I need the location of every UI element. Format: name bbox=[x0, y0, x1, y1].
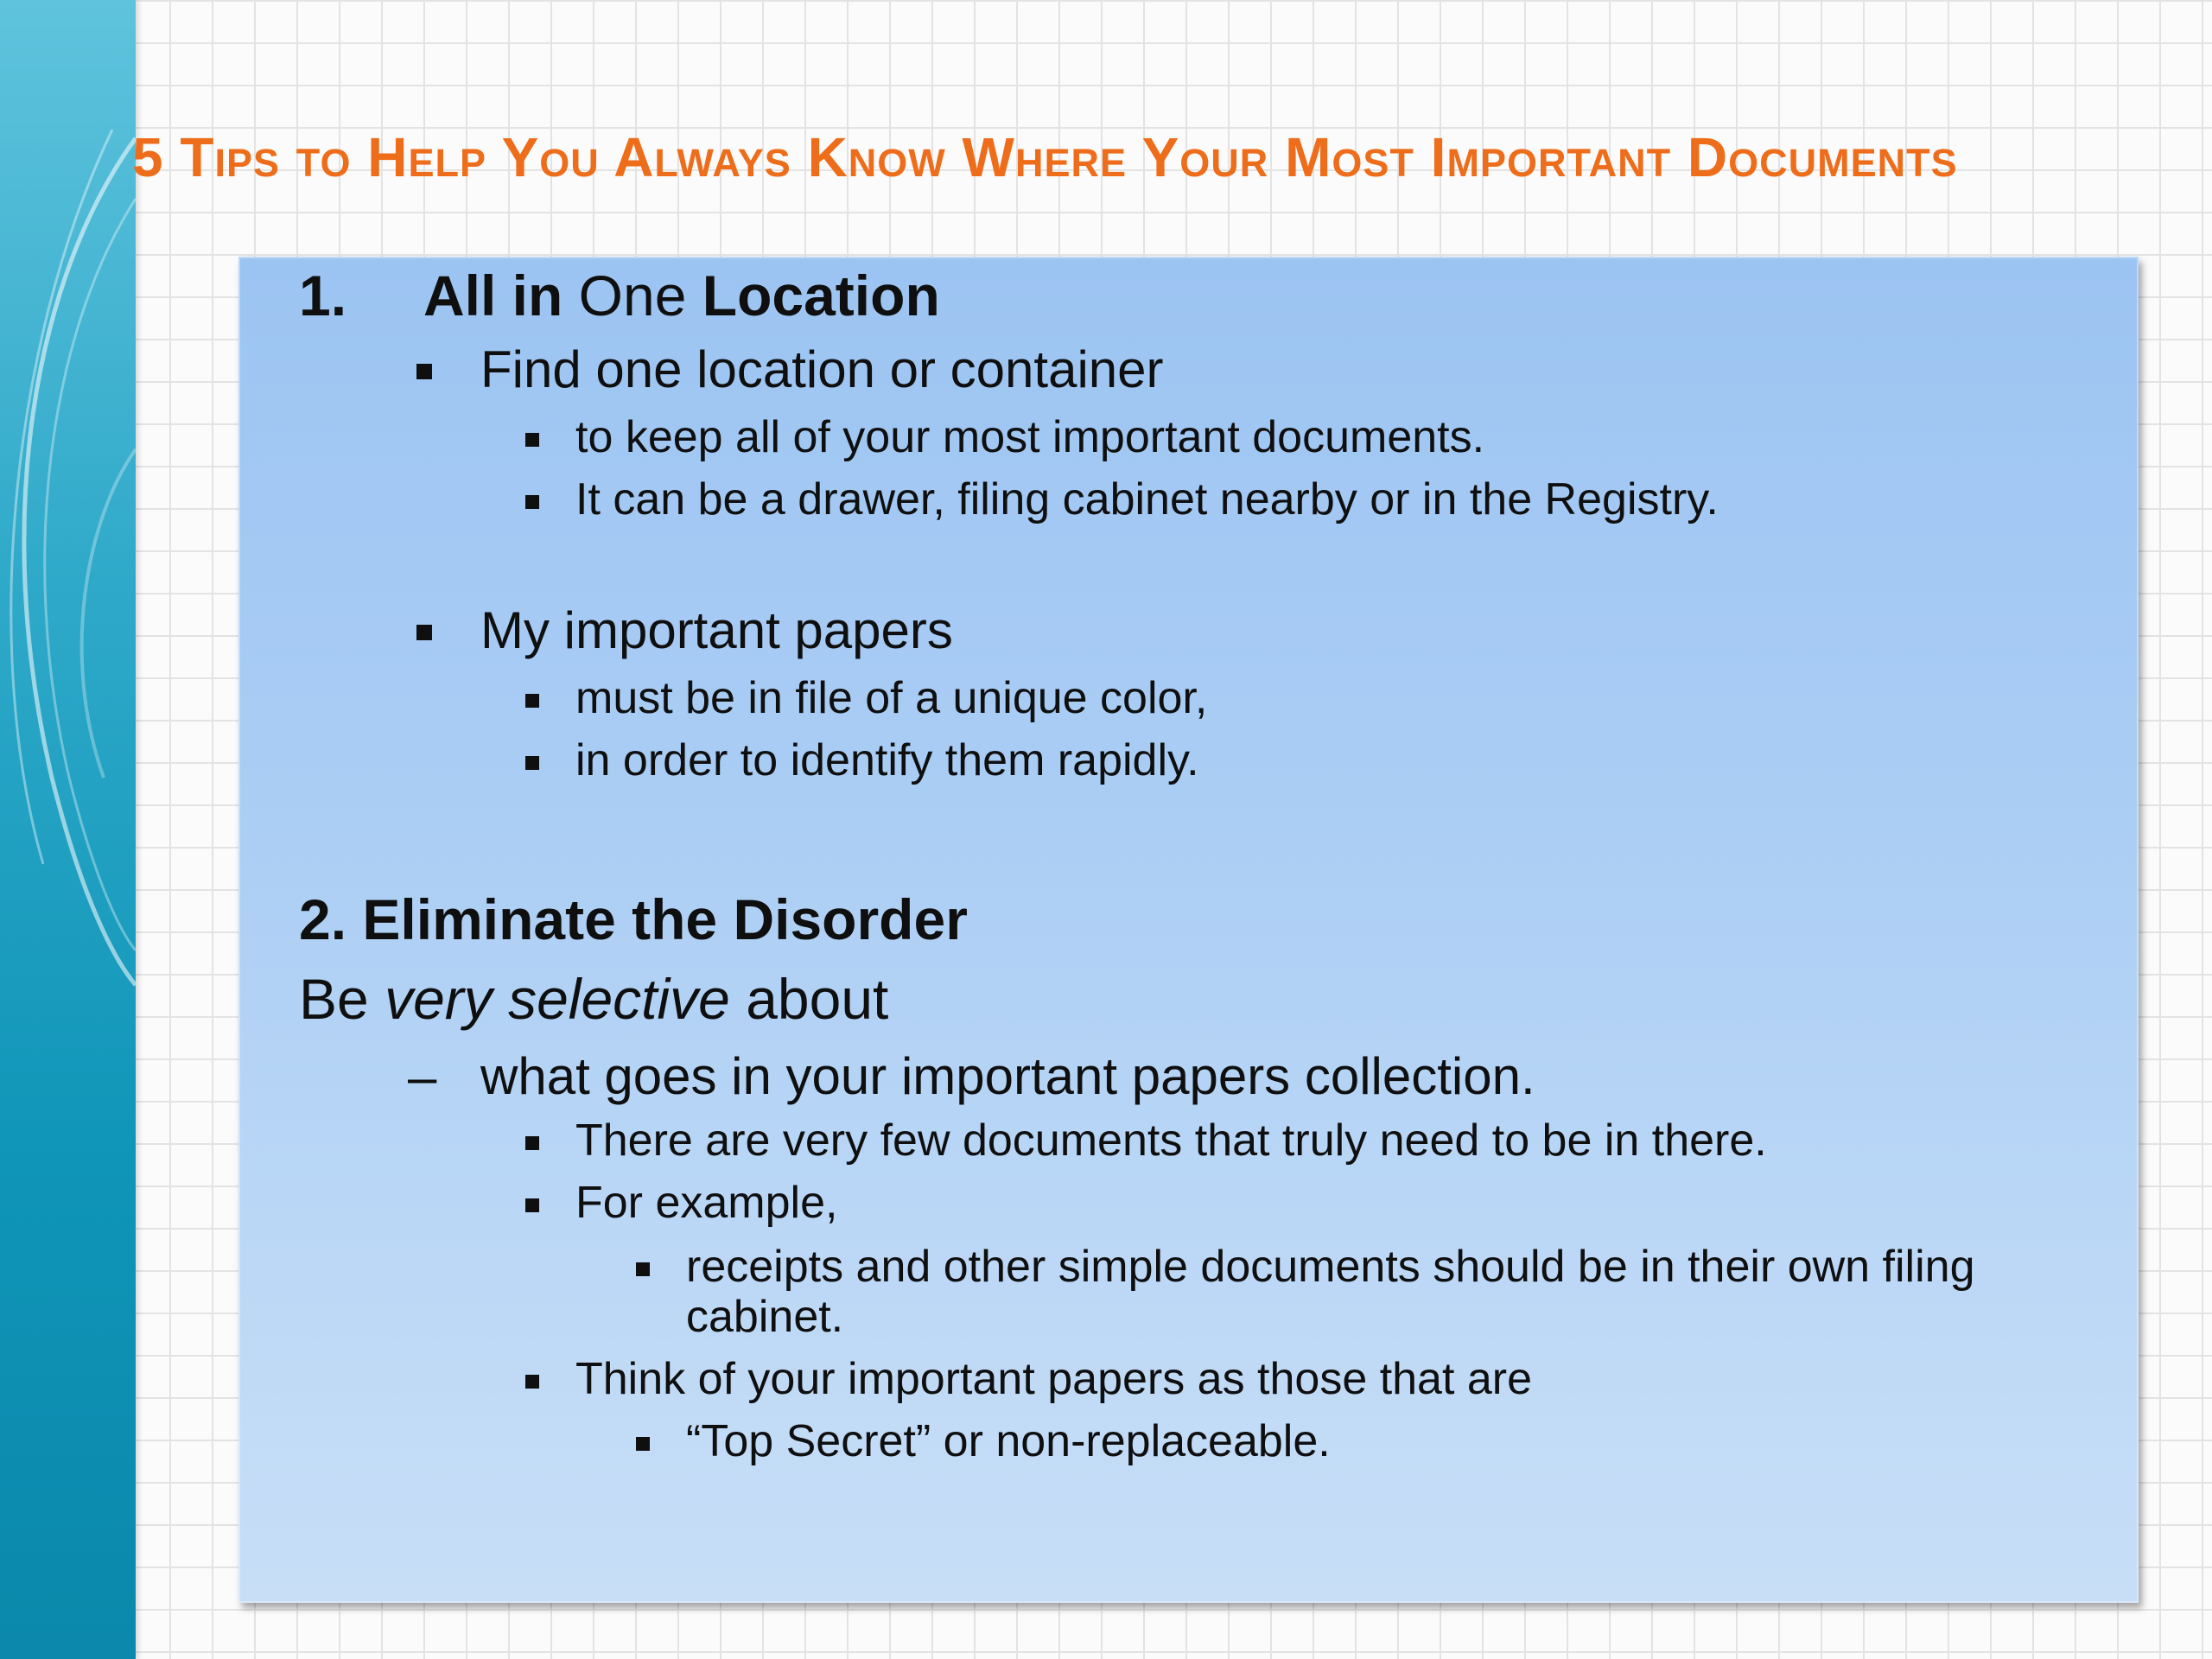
section1-heading-bold-1: All in bbox=[423, 264, 563, 327]
section2-dash-item: what goes in your important papers collection. bbox=[480, 1047, 1535, 1105]
section2-heading: 2. Eliminate the Disorder bbox=[299, 887, 968, 951]
dash-marker: – bbox=[408, 1048, 437, 1106]
slide-title: 5 Tips to Help You Always Know Where Your Most Important Documents bbox=[132, 126, 1958, 188]
section2-sub-2-child-line-2: cabinet. bbox=[686, 1292, 844, 1342]
bullet-square bbox=[525, 1136, 539, 1150]
bullet-square bbox=[525, 756, 539, 770]
bullet-square bbox=[416, 625, 432, 640]
section1-bullet-a: Find one location or container bbox=[480, 340, 1164, 398]
section1-heading bbox=[423, 264, 940, 329]
section2-sub-3: Think of your important papers as those that are bbox=[575, 1354, 1533, 1404]
section1-bullet-b-sub-1: must be in file of a unique color, bbox=[575, 673, 1208, 723]
section2-intro-end: about bbox=[729, 967, 889, 1031]
bullet-square bbox=[636, 1437, 650, 1451]
section2-intro bbox=[299, 967, 888, 1033]
bullet-square bbox=[525, 694, 539, 708]
section1-bullet-b-sub-2: in order to identify them rapidly. bbox=[575, 735, 1199, 785]
bullet-square bbox=[525, 433, 539, 447]
content-panel bbox=[238, 257, 2139, 1603]
section1-bullet-a-sub-2: It can be a drawer, filing cabinet nearby or in the Registry. bbox=[575, 474, 1719, 524]
section2-sub-2: For example, bbox=[575, 1178, 838, 1228]
bullet-square bbox=[525, 1375, 539, 1389]
bullet-square bbox=[416, 364, 432, 379]
section2-sub-3-child: “Top Secret” or non-replaceable. bbox=[686, 1416, 1331, 1466]
section1-bullet-b: My important papers bbox=[480, 601, 953, 659]
section2-intro-italic: very selective bbox=[385, 967, 730, 1031]
section1-number: 1. bbox=[299, 264, 347, 327]
section2-sub-1: There are very few documents that truly need to be in there. bbox=[575, 1116, 1767, 1166]
bullet-square bbox=[525, 1198, 539, 1212]
section1-bullet-a-sub-1: to keep all of your most important documents. bbox=[575, 412, 1485, 462]
bullet-square bbox=[525, 495, 539, 509]
section1-heading-plain: One bbox=[563, 264, 702, 327]
section2-sub-2-child-line-1: receipts and other simple documents should be in their own filing bbox=[686, 1242, 1975, 1292]
section1-heading-bold-2: Location bbox=[702, 264, 940, 327]
bullet-square bbox=[636, 1262, 650, 1276]
section2-intro-start: Be bbox=[299, 967, 385, 1031]
swirl-decoration bbox=[0, 0, 136, 1659]
decorative-side-band bbox=[0, 0, 136, 1659]
